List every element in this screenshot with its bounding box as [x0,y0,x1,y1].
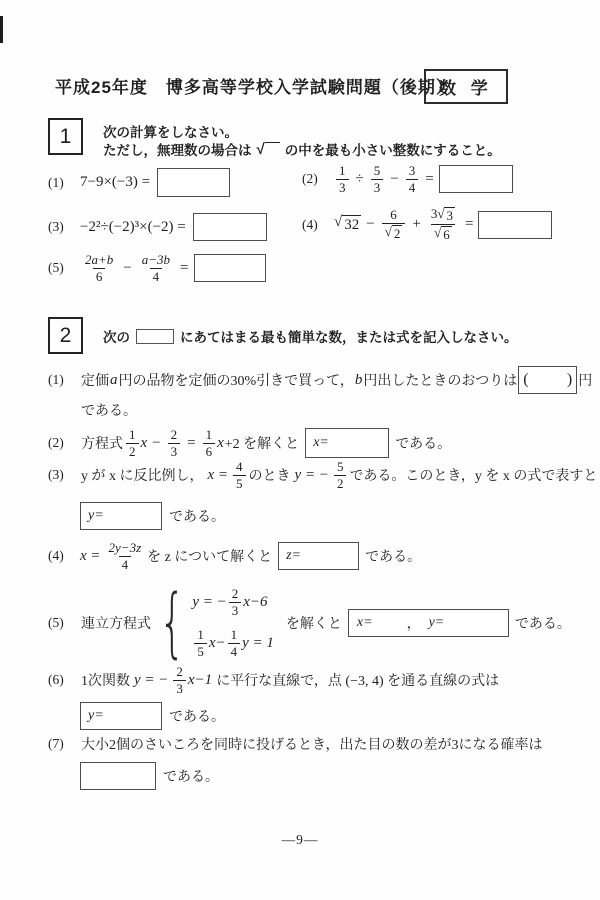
prose: に平行な直線で，点 (−3, 4) を通る直線の式は [216,674,500,690]
problem-number: (3) [48,219,64,234]
section1-instruction-line1: 次の計算をしなさい。 [103,125,238,140]
answer-box-2-1 [518,366,577,394]
subject-label: 数 学 [439,79,493,98]
equals-sign: = [464,216,474,233]
equation-2: $\frac{1}{5}$ x− $\frac{1}{4}$ y = 1 [192,627,274,659]
problem-number: (3) [48,467,64,483]
page-number: —9— [281,832,319,847]
expression: 7−9×(−3) = [80,174,151,190]
problem-number: (4) [48,548,64,564]
prose: 円出したときのおつりは [363,374,518,389]
fraction: $\frac{1}{6}$ [203,427,216,459]
radical-bar [265,142,280,155]
blank-box-icon [136,329,174,344]
math-token: y = − [294,466,329,483]
page-title: 平成25年度 博多高等学校入学試験問題（後期） [55,78,454,97]
problem-number: (7) [48,736,64,751]
problem-number: (1) [48,372,64,387]
s2-problem-6 [48,664,500,696]
prose: y が x に反比例し， [81,469,204,485]
answer-box-2-7 [80,762,156,790]
prose: を解くと [285,616,342,632]
s2-problem-7 [48,734,543,754]
prose: +2 を解くと [224,437,300,453]
equals-sign: = [180,259,189,276]
operator: − [366,216,375,233]
answer-box-2-4 [278,542,359,570]
problem-number: (5) [48,614,64,630]
answer-box-2-3 [80,502,162,530]
fraction: $\frac{5}{3}$ [371,163,384,195]
radical-sign: √ [256,140,265,158]
operator: − [152,434,161,451]
prose: である。 [163,770,219,785]
prose: のとき [248,469,291,485]
scan-edge-artifact [0,16,3,43]
fraction: $\frac{2}{3}$ [173,664,186,696]
answer-prefix: y= [88,708,104,723]
prose: 方程式 [81,437,123,453]
prose: 連立方程式 [81,616,151,632]
answer-prefix: x= [313,435,329,451]
s2-problem-1 [48,366,593,394]
fraction: $\frac{4}{5}$ [233,459,246,491]
prose: である。 [81,404,137,419]
fraction: $\frac{1}{2}$ [126,427,139,459]
s2-problem-3-line2 [80,502,226,530]
sqrt-symbol-icon [257,142,280,157]
math-token: x = [80,547,101,564]
prose: である。 [365,550,422,566]
comma: ， [406,616,421,632]
variable-a: a [110,371,118,388]
answer-prefix: z= [286,548,301,564]
prose: である。 [514,616,571,632]
sqrt-term: √ 6 [434,225,450,243]
instruction-text-b: の中を最も小さい整数にすること。 [284,143,501,158]
s2-problem-5 [48,577,572,667]
problem-number: (2) [48,435,64,451]
prose: を z について解くと [147,550,273,566]
problem-number: (2) [302,171,318,187]
equation-1: y = − $\frac{2}{3}$ x−6 [192,586,268,618]
operator: − [390,170,399,187]
answer-box-1-5 [194,254,266,282]
prose: 1次関数 [81,674,130,690]
fraction: 6 √ 2 [382,207,406,242]
problem-number: (5) [48,260,64,276]
variable-x: x [217,434,224,451]
math-token: x−1 [187,671,213,688]
fraction: 3 √ 3 √ 6 [430,206,453,243]
answer-prefix-x: x= [356,614,373,630]
fraction: $\frac{a-3b}{4}$ [141,252,171,284]
sqrt-term: √ 2 [384,223,401,241]
answer-box-2-5 [348,609,509,637]
problem-number: (1) [48,174,64,190]
prose: である。 [169,710,225,725]
fraction: $\frac{5}{2}$ [334,459,347,491]
prose: である。 [395,437,452,453]
s2-problem-3 [48,459,598,491]
answer-box-2-2 [305,428,389,458]
s1-problem-5 [48,252,266,284]
fraction: $\frac{2a+b}{6}$ [85,252,114,284]
answer-box-1-2 [439,165,513,193]
prose: である。このとき，y を x の式で表すと [349,469,598,485]
radicand: 32 [344,216,360,233]
math-token: x = [207,466,229,483]
instruction-text-a: 次の [103,330,130,345]
answer-prefix-y: y= [428,614,445,630]
operator: + [412,216,421,233]
unit-label: 円 [578,374,593,389]
s2-problem-2 [48,427,452,459]
answer-box-1-1 [157,168,230,197]
fraction: $\frac{1}{4}$ [228,627,241,659]
fraction: $\frac{2}{3}$ [229,586,242,618]
fraction: $\frac{3}{4}$ [406,163,419,195]
s1-problem-2 [302,163,513,195]
s2-problem-4 [48,540,422,572]
section1-instruction-line2 [103,139,501,159]
sqrt-term [334,215,361,235]
answer-prefix: y= [88,508,104,523]
s2-problem-1-line2 [80,400,138,420]
sqrt-term: √ 3 [437,206,453,223]
s1-problem-3 [48,213,267,241]
radical-sign: √ [334,213,343,230]
prose: 大小2個のさいころを同時に投げるとき，出た目の数の差が3になる確率は [81,738,543,753]
prose: である。 [169,510,225,525]
section2-number-box [48,317,83,354]
answer-box-1-3 [193,213,267,241]
s2-problem-7-line2 [80,762,220,790]
problem-number: (6) [48,672,64,688]
paren-close: ) [566,371,573,388]
s2-problem-6-line2 [80,702,226,730]
equals-sign: = [187,434,196,451]
operator: − [123,259,132,276]
prose: 円の品物を定価の30%引きで買って， [118,374,354,389]
fraction: $\frac{2y-3z}{4}$ [108,540,142,572]
system-brace: { [158,577,186,667]
equation-system [192,586,274,659]
instruction-text-a: ただし，無理数の場合は [103,143,252,158]
math-token: y = − [134,671,169,688]
prose: 定価 [81,374,109,389]
subject-badge [424,69,508,104]
variable-b: b [354,371,363,388]
fraction: $\frac{2}{3}$ [168,427,181,459]
answer-box-1-4 [478,211,552,239]
expression: −2²÷(−2)³×(−2) = [80,218,186,235]
fraction: $\frac{1}{5}$ [194,627,207,659]
section1-number-box [48,118,83,155]
s1-problem-4 [302,206,552,244]
paren-open: ( [523,371,529,388]
answer-box-2-6 [80,702,162,730]
fraction: $\frac{1}{3}$ [336,163,349,195]
instruction-text-b: にあてはまる最も簡単な数，または式を記入しなさい。 [180,330,518,345]
section2-number: 2 [59,323,72,347]
section2-instruction [103,326,518,346]
s1-problem-1 [48,168,230,197]
section1-number: 1 [59,124,72,148]
variable-x: x [140,434,148,451]
equals-sign: = [425,170,434,187]
problem-number: (4) [302,216,318,232]
operator: ÷ [355,170,364,187]
